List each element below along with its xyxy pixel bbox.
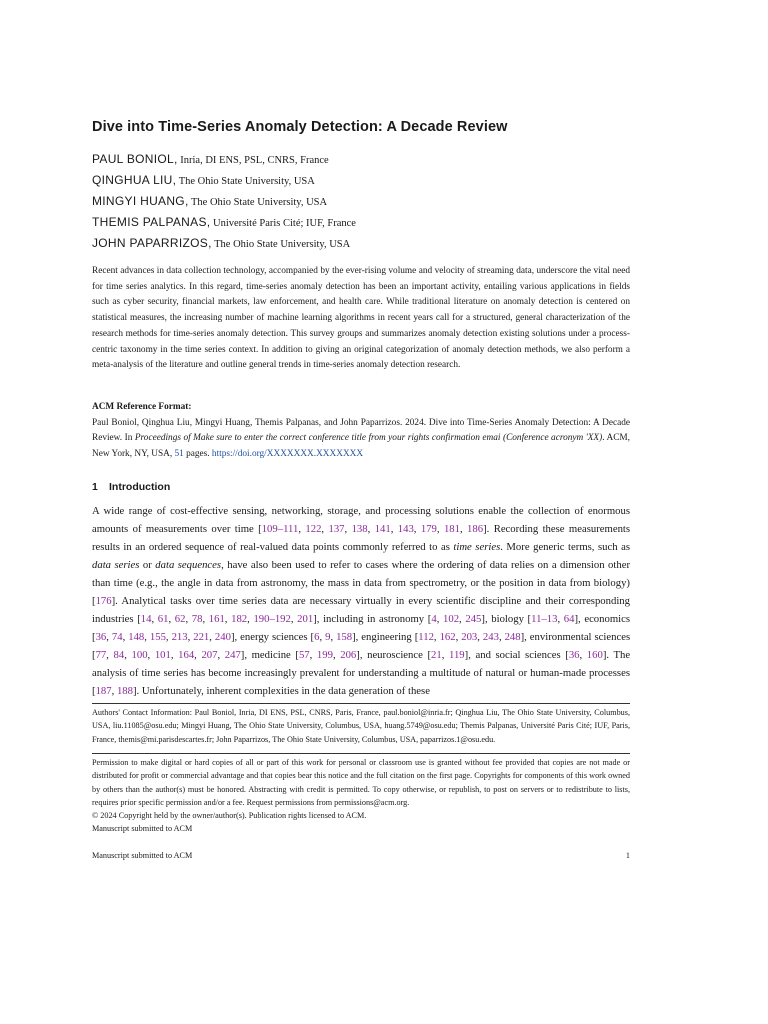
author-entry (92, 152, 630, 173)
body-text: , (413, 523, 421, 535)
body-text: , (168, 613, 175, 625)
citation-link[interactable]: 240 (214, 631, 231, 643)
body-text: , (321, 523, 329, 535)
citation-link[interactable]: 143 (397, 523, 414, 535)
citation-link[interactable]: 6 (314, 631, 320, 643)
citation-link[interactable]: 164 (178, 649, 195, 661)
body-text: , (185, 613, 192, 625)
author-entry (92, 194, 630, 215)
citation-link[interactable]: 11–13 (531, 613, 558, 625)
body-text: , (124, 649, 132, 661)
author-entry (92, 236, 630, 257)
citation-link[interactable]: 188 (116, 685, 133, 697)
citation-link[interactable]: 21 (431, 649, 442, 661)
author-affiliation: Inria, DI ENS, PSL, CNRS, France (177, 155, 329, 166)
body-text: A wide range of cost-effective sensing, networking, storage, and processing solutions enable the collection of enormous amounts of measurements over time [ (92, 505, 630, 535)
citation-link[interactable]: 247 (224, 649, 241, 661)
body-text: ], engineering [ (352, 631, 419, 643)
citation-link[interactable]: 148 (128, 631, 145, 643)
acm-reference-format (92, 400, 630, 463)
body-text: , (224, 613, 232, 625)
citation-link[interactable]: 141 (374, 523, 391, 535)
citation-link[interactable]: 158 (336, 631, 353, 643)
citation-link[interactable]: 137 (328, 523, 345, 535)
author-entry (92, 215, 630, 236)
emphasized-term: data series (92, 559, 140, 571)
author-affiliation: The Ohio State University, USA (176, 176, 315, 187)
citation-link[interactable]: 122 (305, 523, 322, 535)
body-text: ], including in astronomy [ (313, 613, 432, 625)
body-text: ]. Unfortunately, inherent complexities in the data generation of these (132, 685, 430, 697)
citation-link[interactable]: 138 (351, 523, 368, 535)
citation-link[interactable]: 119 (449, 649, 465, 661)
citation-link[interactable]: 182 (231, 613, 248, 625)
body-text: , (217, 649, 225, 661)
body-text: , (298, 523, 306, 535)
emphasized-term: time series (453, 541, 501, 553)
citation-link[interactable]: 179 (420, 523, 437, 535)
citation-link[interactable]: 36 (568, 649, 580, 661)
acm-reference-text (92, 416, 630, 463)
citation-link[interactable]: 78 (191, 613, 203, 625)
author-name: MINGYI HUANG, (92, 194, 189, 208)
citation-link[interactable]: 57 (298, 649, 310, 661)
citation-link[interactable]: 9 (325, 631, 331, 643)
citation-link[interactable]: 161 (208, 613, 225, 625)
citation-link[interactable]: 4 (431, 613, 437, 625)
author-affiliation: Université Paris Cité; IUF, France (210, 218, 356, 229)
body-text: ], environmental sciences [ (92, 631, 631, 661)
body-text: , (187, 631, 194, 643)
body-text: , (106, 649, 114, 661)
citation-link[interactable]: 221 (193, 631, 210, 643)
body-text: , (433, 631, 440, 643)
body-text: ]. Analytical tasks over time series data are necessary virtually in every scientific discipline and their corresponding industries [ (92, 595, 630, 625)
body-text: , (390, 523, 398, 535)
permission-notice (92, 753, 630, 836)
citation-link[interactable]: 100 (131, 649, 148, 661)
citation-link[interactable]: 64 (563, 613, 575, 625)
section-heading (92, 481, 630, 493)
citation-link[interactable]: 74 (111, 631, 123, 643)
body-text: ], energy sciences [ (230, 631, 315, 643)
acm-reference-heading: ACM Reference Format: (92, 402, 192, 412)
body-text: , (202, 613, 209, 625)
author-list (92, 152, 630, 257)
running-footer (92, 851, 630, 860)
section-title: Introduction (109, 481, 171, 493)
citation-link[interactable]: 181 (443, 523, 460, 535)
citation-link[interactable]: 101 (154, 649, 171, 661)
body-text: , (579, 649, 587, 661)
body-text: , (170, 649, 179, 661)
body-text: , (122, 631, 129, 643)
author-name: JOHN PAPARRIZOS, (92, 236, 212, 250)
citation-link[interactable]: 248 (504, 631, 521, 643)
citation-link[interactable]: 207 (201, 649, 218, 661)
body-text: ], biology [ (481, 613, 532, 625)
body-text: , (557, 613, 564, 625)
citation-link[interactable]: 206 (340, 649, 357, 661)
author-name: QINGHUA LIU, (92, 173, 177, 187)
body-text: , (436, 523, 444, 535)
body-text: , (309, 649, 317, 661)
citation-link[interactable]: 112 (418, 631, 434, 643)
body-text: , (436, 613, 444, 625)
reference-text: Paul Boniol, Qinghua Liu, Mingyi Huang, Themis Palpanas, and John Paparrizos. 2024. Dive into Time-Series Anomaly Detection: A Decade Review. In (92, 417, 630, 444)
page-number: 1 (625, 851, 630, 860)
body-text: , (344, 523, 352, 535)
body-text: , (147, 649, 155, 661)
body-text: , (498, 631, 505, 643)
author-entry (92, 173, 630, 194)
body-text: , (459, 613, 466, 625)
citation-link[interactable]: 245 (465, 613, 482, 625)
citation-link[interactable]: 203 (461, 631, 478, 643)
section-number: 1 (92, 481, 98, 493)
body-text: , (319, 631, 326, 643)
body-text: , (332, 649, 341, 661)
abstract: Recent advances in data collection technology, accompanied by the ever-rising volume and velocity of streaming data, underscore the vital need for time series analytics. In this regard, time-series anomaly detection has been an important activity, entailing various applications in fields such as cyber security, financial markets, law enforcement, and health care. While traditional literature on anomaly detection is centered on statistical measures, the increasing number of machine learning algorithms in recent years call for a structured, general characterization of the research methods for time-series anomaly detection. This survey groups and summarizes anomaly detection existing solutions under a process-centric taxonomy in the time series context. In addition to giving an original categorization of anomaly detection methods, we also perform a meta-analysis of the literature and outline general trends in time-series anomaly detection research. (92, 266, 630, 371)
body-text: , (247, 613, 254, 625)
doi-link[interactable]: https://doi.org/XXXXXXX.XXXXXXX (211, 449, 364, 460)
introduction-paragraph (92, 502, 630, 700)
citation-link[interactable]: 62 (174, 613, 186, 625)
body-text: , (477, 631, 483, 643)
citation-link[interactable]: 201 (297, 613, 314, 625)
citation-link[interactable]: 36 (95, 631, 107, 643)
body-text: , (330, 631, 337, 643)
citation-link[interactable]: 213 (171, 631, 188, 643)
citation-link[interactable]: 162 (439, 631, 456, 643)
body-text: ], neuroscience [ (356, 649, 432, 661)
body-text: , (165, 631, 172, 643)
body-text: , (194, 649, 202, 661)
author-contact-footnote: Authors' Contact Information: Paul Boniol, Inria, DI ENS, PSL, CNRS, Paris, France, paul.boniol@inria.fr; Qinghua Liu, The Ohio State University, Columbus, USA, liu.11085@osu.edu; Mingyi Huang, The Ohio State University, Columbus, USA, huang.5749@osu.edu; Themis Palpanas, Université Paris Cité; IUF, Paris, France, themis@mi.parisdescartes.fr; John Paparrizos, The Ohio State University, Columbus, USA, paparrizos.1@osu.edu. (92, 703, 630, 746)
citation-link[interactable]: 176 (95, 595, 112, 607)
body-text: ], and social sciences [ (464, 649, 569, 661)
body-text: , (106, 631, 112, 643)
citation-link[interactable]: 243 (482, 631, 499, 643)
footer-venue: Manuscript submitted to ACM (92, 851, 193, 860)
citation-link[interactable]: 61 (157, 613, 169, 625)
author-affiliation: The Ohio State University, USA (211, 239, 351, 250)
citation-link[interactable]: 77 (95, 649, 107, 661)
body-text: ], medicine [ (240, 649, 299, 661)
copyright-line: © 2024 Copyright held by the owner/author(s). Publication rights licensed to ACM. (92, 811, 367, 821)
body-text: , (111, 685, 117, 697)
body-text: or (139, 559, 156, 571)
author-name: PAUL BONIOL, (92, 152, 178, 166)
citation-link[interactable]: 186 (467, 523, 484, 535)
paper-title: Dive into Time-Series Anomaly Detection: A Decade Review (92, 119, 508, 135)
body-text: , (455, 631, 462, 643)
body-text: , (459, 523, 468, 535)
page-count-link[interactable]: 51 (174, 449, 184, 460)
citation-link[interactable]: 14 (140, 613, 152, 625)
body-text: ]. Recording these measurements results in an ordered sequence of real-valued data points commonly referred to as (92, 523, 631, 553)
body-text: , (441, 649, 450, 661)
citation-link[interactable]: 160 (586, 649, 603, 661)
body-text: , (144, 631, 150, 643)
author-name: THEMIS PALPANAS, (92, 215, 211, 229)
citation-link[interactable]: 190–192 (253, 613, 291, 625)
citation-link[interactable]: 102 (443, 613, 460, 625)
body-text: , (367, 523, 375, 535)
citation-link[interactable]: 155 (149, 631, 166, 643)
body-text: . More generic terms, such as (500, 541, 630, 553)
reference-venue: Proceedings of Make sure to enter the correct conference title from your rights confirmation emai (Conference acronym 'XX) (134, 433, 603, 444)
body-text: , (209, 631, 215, 643)
body-text: , have also been used to refer to cases where the ordering of data relies on a dimension other than time (e.g., the angle in data from astronomy, the mass in data from spectrometry, or the position in data from biology) [ (92, 559, 631, 607)
permission-text: Permission to make digital or hard copies of all or part of this work for personal or classroom use is granted without fee provided that copies are not made or distributed for profit or commercial advantage and that copies bear this notice and the full citation on the first page. Copyrights for components of this work owned by others than the author(s) must be honored. Abstracting with credit is permitted. To copy otherwise, or republish, to post on servers or to redistribute to lists, requires prior specific permission and/or a fee. Request permissions from permissions@acm.org. (92, 758, 630, 807)
author-affiliation: The Ohio State University, USA (188, 197, 328, 208)
citation-link[interactable]: 109–111 (261, 523, 299, 535)
emphasized-term: data sequences (155, 559, 222, 571)
manuscript-note: Manuscript submitted to ACM (92, 824, 193, 834)
citation-link[interactable]: 187 (95, 685, 112, 697)
body-text: , (290, 613, 298, 625)
citation-link[interactable]: 199 (316, 649, 333, 661)
reference-text: . ACM, New York, NY, USA, (92, 433, 630, 460)
body-text: ], economics [ (92, 613, 631, 643)
reference-text: pages. (183, 449, 212, 460)
body-text: ]. The analysis of time series has become increasingly prevalent for understanding a multitude of natural or human-made processes [ (92, 649, 631, 697)
body-text: , (151, 613, 158, 625)
citation-link[interactable]: 84 (113, 649, 125, 661)
